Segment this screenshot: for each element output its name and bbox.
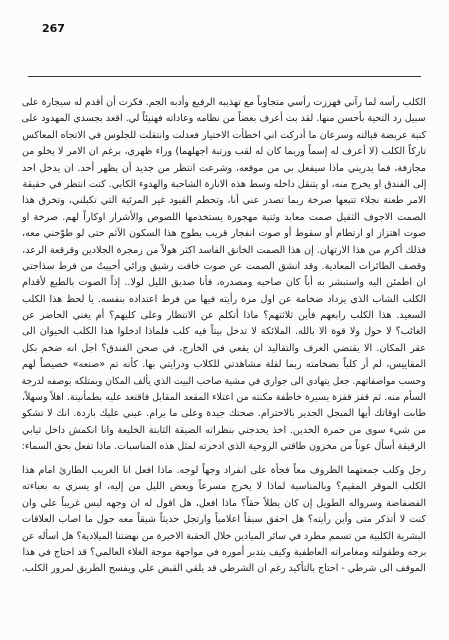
text-line-content: المقاييس، لم أر كلباً بضخامته ربما لقلة مشاهدتي للكلاب ودرايتي بها. كأنه تم «صنعه» خصيصاً لهم bbox=[22, 359, 426, 371]
text-line-content: برجه وطفولته ومغامراته العاطفية وكيف يتدبر أموره في مواجهة موجة الغلاء العالمي؟ قد احتاج في هذا bbox=[22, 546, 426, 558]
text-line bbox=[22, 512, 426, 528]
text-line bbox=[22, 324, 426, 340]
text-line-content: وحسب مواصفاتهم. جعل يتهادى الى جواري في مشية صاحب البيت الذي يألف المكان ويمتلكه بوصفه لدرجة bbox=[22, 375, 426, 387]
text-line-content: من شيء سوى من حمرة الخدين. اخذ يحدجني بنظراته الضيقة الثابتة الخليعة وانا انكمش داخل ثيابي bbox=[22, 424, 426, 436]
text-line bbox=[22, 479, 426, 495]
text-line-content: البشرية الكلبية من تسمم مطرد في سائر الميادين خلال الحقبة الاخيرة من نهضتنا الميلادية؟ هل اسأله عن bbox=[22, 530, 426, 542]
paragraph-2 bbox=[22, 463, 426, 578]
text-line bbox=[22, 243, 426, 259]
text-line bbox=[22, 374, 426, 390]
text-line-content: الموقف الى شرطي - احتاج بالتأكيد رغم ان الشرطي قد يلقي القبض علي ويفسح الطريق لمرور الكلب. bbox=[22, 563, 426, 575]
text-line-content: فذلك أكرم من هذا الارتهان. إن هذا الصمت الخانق الفاسد اكثر هولاً من زمجرة الجلادين وقرقعة الرعد، bbox=[22, 244, 426, 256]
text-line-content: وقصف الطائرات المعادية. وقد انشق الصمت عن صوت خافت رشيق ورائي أحييتُ من فرط سذاجتي bbox=[22, 260, 426, 272]
text-line bbox=[22, 275, 426, 291]
text-line bbox=[22, 390, 426, 406]
text-line-content: السعيد. هذا الكلب رابعهم فأين ثلاثتهم؟ ماذا أتكلم عن الانتظار وعلى كليهم؟ أم يغني الحاضر عن bbox=[22, 310, 426, 322]
text-line bbox=[22, 423, 426, 439]
text-line-content: السأم منه. ثم قفز قفزة يسيرة خاطفة مكنته من اعتلاء المقعد المقابل فاقتعد عليه بطمأنينة. اهلاً وسهلاً، bbox=[22, 392, 426, 404]
text-line-content: الغائب؟ لا حول ولا قوة الا بالله. الملائكة لا تدخل بيتاً فيه كلب فلماذا ادخلوا هذا الكلب الحيوان الى bbox=[22, 326, 426, 338]
text-line-content: الكلب رأسه لما رآني فهززت رأسي متجاوباً مع تهذيبه الرفيع وأدبه الجم. فكرت أن أقدم له سيجارة على bbox=[22, 97, 426, 108]
text-line-content: تاركاً الكلب (لا أعرف له إسماً وربما كان له لقب ورتبة اجهلهما) وراء ظهري، برغم ان الامر لا يخلو من bbox=[22, 146, 426, 158]
text-line bbox=[22, 128, 426, 144]
text-line bbox=[22, 193, 426, 209]
text-line bbox=[22, 439, 426, 455]
text-line-content: الرقيقة أسأل عوناً من مخزون طاقتي الروحية الذي ادخرته لمثل هذه المناسبات. ماذا تفعل بحق السماء: bbox=[22, 441, 426, 453]
text-line bbox=[22, 161, 426, 177]
text-line-content: عقر المكان. الا يقتضي العرف والتقاليد ان يقعي في الخارج، في صحن الفندق؟ اجل انه ضخم بكل bbox=[22, 342, 426, 354]
text-line-content: الفضفاضة وسرواله الطويل إن كان بطلاً حقاً؟ ماذا افعل، هل اقول له ان وجهه ليس غريباً علي وان bbox=[22, 497, 426, 509]
text-line-content: ان اطمئن اليه واستبشر به أياً كان صاحبه ومصدره، فأنا صديق الليل لولا.. إذاً الصوت بالطبع لأقدام bbox=[22, 277, 426, 289]
text-line bbox=[22, 95, 426, 111]
text-line bbox=[22, 144, 426, 160]
text-line-content: كنت لا أتذكر متى وأين رأيته؟ هل احقق سبقاً اعلامياً وارتجل حديثاً شيقاً معه حول ما اصاب العلاقات bbox=[22, 514, 426, 526]
text-line bbox=[22, 561, 426, 577]
text-line-content: سبيل رد التحية بأحسن منها. لقد بت أعرف بعضاً من نظامه وعاداته فهنيئاً لي. اقعد بجسدي المهدود على bbox=[22, 113, 426, 125]
page-number: 267 bbox=[42, 22, 65, 35]
text-line-content: إلى الفندق او يخرج منه، او يتنقل داخله وسط هذه الانارة الشاحبة والهدوء الكابي. كنت انتظر في حقيقة bbox=[22, 178, 426, 190]
text-line bbox=[22, 341, 426, 357]
text-line bbox=[22, 357, 426, 373]
header-rule bbox=[28, 76, 421, 77]
text-line bbox=[22, 496, 426, 512]
text-line bbox=[22, 406, 426, 422]
text-line-content: مجازفة، فما يدريني ماذا سيفعل بي من موقعه، وشرعت انتظر من جديد أن يظهر أحد. ان يدخل احد bbox=[22, 162, 426, 174]
text-line bbox=[22, 292, 426, 308]
text-line bbox=[22, 463, 426, 479]
paragraph-1 bbox=[22, 95, 426, 456]
text-line bbox=[22, 529, 426, 545]
text-line bbox=[22, 308, 426, 324]
text-line-content: كنبة عريضة قبالته وسرعان ما أدركت اني اخطأت الاختيار فعدلت وانتقلت للجلوس في الاتجاه المعاكس bbox=[22, 129, 426, 141]
text-line-content: طابت اوقاتك أيها المبجل الجدير بالاحترام. صحتك جيدة وعلى ما يرام. عيني عليك باردة. انك لا تشكو bbox=[22, 408, 426, 420]
text-line-content: رجل وكلب جمعتهما الظروف معاً فجأة على انفراد وجهاً لوجه. ماذا افعل انا الغريب الطارئ امام هذا bbox=[22, 465, 426, 476]
text-line-content: الصمت الاجوف الثقيل صمت معابد وثنية مهجورة يستخدمها اللصوص والأشرار اوكاراً لهم. صرخة او bbox=[22, 211, 426, 223]
text-line bbox=[22, 545, 426, 561]
text-line bbox=[22, 111, 426, 127]
text-line-content: الكلب الموقر المقيم؟ وبالمناسبة لماذا لا يخرج مسرعاً ويعض الليل من إليه، او يسري به بعباءته bbox=[22, 481, 426, 493]
text-line-content: الامر طعنة نجلاء تتبعها صرخة ربما تصدر عني أنا، وتحطم القيود غير المرئية التي تكبلني، وتخرق هذا bbox=[22, 195, 426, 207]
text-line bbox=[22, 259, 426, 275]
text-line bbox=[22, 226, 426, 242]
text-line-content: صوت اهتزاز او ارتطام أو سقوط أو صوت انفجار قريب يطوح هذا السكون الآثم حتى لو طوّحني معه، bbox=[22, 228, 426, 240]
text-line bbox=[22, 177, 426, 193]
text-line-content: الكلب الشاب الذي يزداد ضخامة عن اول مرة رأيته فيها من فرط اعتداده بنفسه. يا لحظ هذا الكلب bbox=[22, 293, 426, 305]
text-line bbox=[22, 210, 426, 226]
